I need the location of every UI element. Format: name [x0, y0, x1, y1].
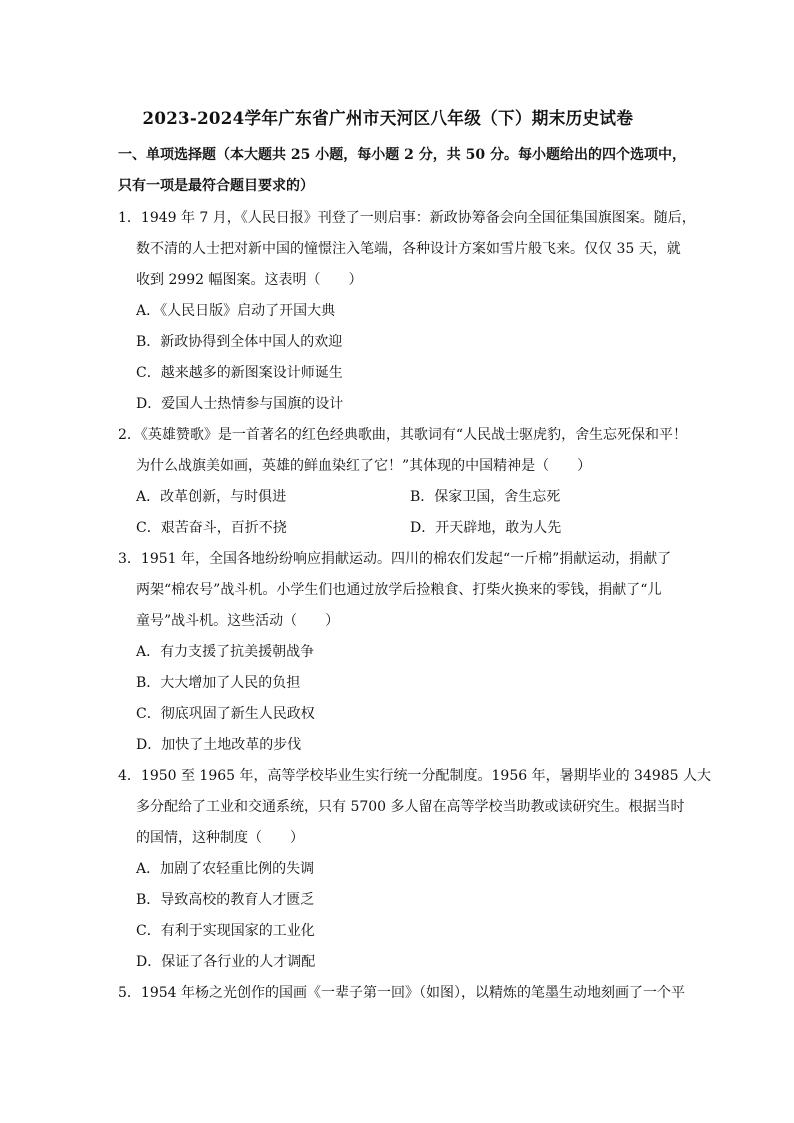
q1-option-d: D．爱国人士热情参与国旗的设计: [136, 396, 344, 412]
q4-stem-line-2: 多分配给了工业和交通系统，只有 5700 多人留在高等学校当助教或读研究生。根据当时: [136, 799, 685, 815]
q5-stem-line-1: 5．1954 年杨之光创作的国画《一辈子第一回》（如图），以精炼的笔墨生动地刻画了一个平: [118, 985, 685, 1001]
q1-stem-line-3: 收到 2992 幅图案。这表明（ ）: [136, 272, 363, 288]
q4-option-a: A．加剧了农轻重比例的失调: [136, 861, 315, 877]
q4-option-c: C．有利于实现国家的工业化: [136, 923, 315, 939]
q3-stem-line-2: 两架“棉农号”战斗机。小学生们也通过放学后捡粮食、打柴火换来的零钱，捐献了“儿: [136, 582, 662, 598]
q3-option-c: C．彻底巩固了新生人民政权: [136, 706, 315, 722]
q4-stem-line-1: 4．1950 至 1965 年，高等学校毕业生实行统一分配制度。1956 年，暑期毕业的 34985 人大: [118, 768, 712, 784]
q1-option-b: B．新政协得到全体中国人的欢迎: [136, 334, 343, 350]
q2-option-b: B．保家卫国，舍生忘死: [410, 489, 561, 505]
q1-stem-line-2: 数不清的人士把对新中国的憧憬注入笔端，各种设计方案如雪片般飞来。仅仅 35 天，就: [136, 241, 681, 257]
q2-option-d: D．开天辟地，敢为人先: [410, 520, 562, 536]
section-heading-line-1: 一、单项选择题（本大题共 25 小题，每小题 2 分，共 50 分。每小题给出的四个选项中，: [118, 147, 686, 163]
q1-option-a: A．《人民日版》启动了开国大典: [136, 303, 336, 319]
q2-stem-line-1: 2．《英雄赞歌》是一首著名的红色经典歌曲，其歌词有“人民战士驱虎豹，舍生忘死保和平！: [118, 427, 688, 443]
q2-option-c: C．艰苦奋斗，百折不挠: [136, 520, 287, 536]
q3-option-a: A．有力支援了抗美援朝战争: [136, 644, 315, 660]
q4-option-b: B．导致高校的教育人才匮乏: [136, 892, 315, 908]
q2-option-a: A．改革创新，与时俱进: [136, 489, 287, 505]
page-title: 2023-2024学年广东省广州市天河区八年级（下）期末历史试卷: [142, 109, 634, 129]
q4-stem-line-3: 的国情，这种制度（ ）: [136, 830, 304, 846]
q3-option-b: B．大大增加了人民的负担: [136, 675, 301, 691]
q3-option-d: D．加快了土地改革的步伐: [136, 737, 302, 753]
q2-stem-line-2: 为什么战旗美如画，英雄的鲜血染红了它！”其体现的中国精神是（ ）: [136, 458, 592, 474]
q3-stem-line-3: 童号”战斗机。这些活动（ ）: [136, 613, 340, 629]
q4-option-d: D．保证了各行业的人才调配: [136, 954, 316, 970]
q1-option-c: C．越来越多的新图案设计师诞生: [136, 365, 343, 381]
q1-stem-line-1: 1．1949 年 7 月，《人民日报》刊登了一则启事：新政协筹备会向全国征集国旗图案。随后，: [118, 210, 696, 226]
section-heading-line-2: 只有一项是最符合题目要求的）: [118, 178, 314, 194]
q3-stem-line-1: 3．1951 年，全国各地纷纷响应捐献运动。四川的棉农们发起“一斤棉”捐献运动，捐献了: [118, 551, 672, 567]
